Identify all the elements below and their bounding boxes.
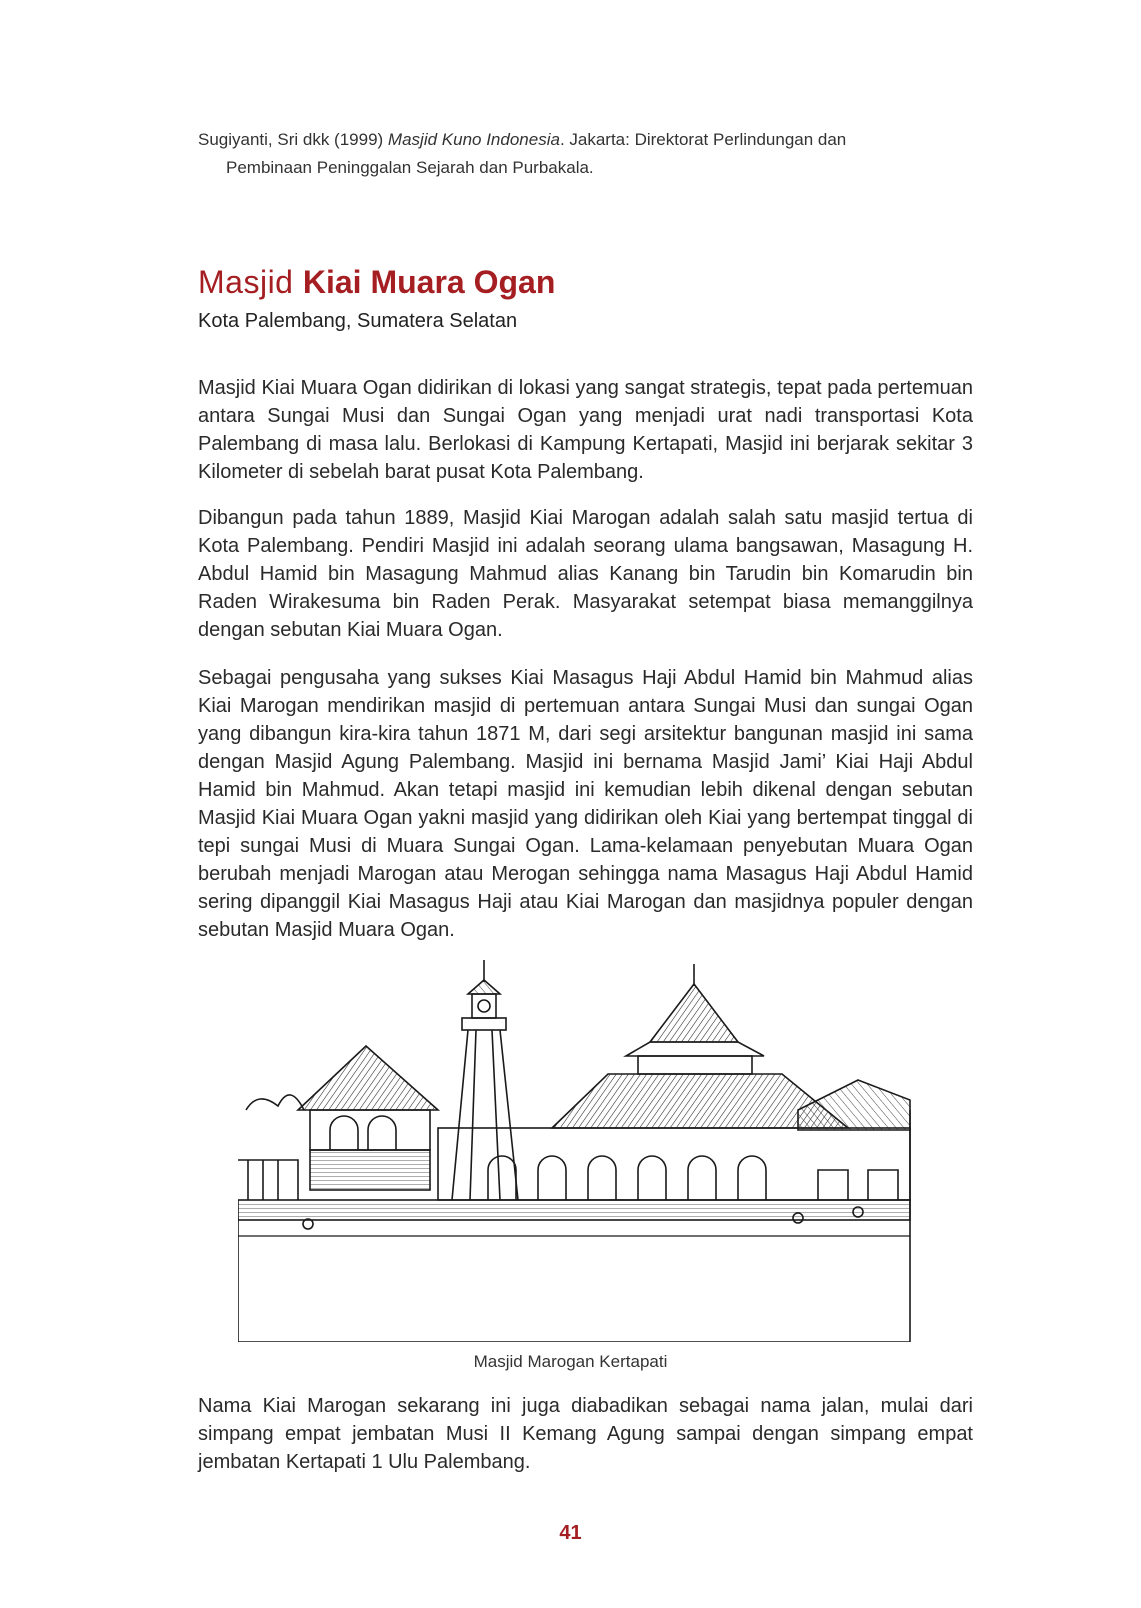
page-number: 41 bbox=[559, 1522, 582, 1544]
reference-book-title: Masjid Kuno Indonesia bbox=[387, 130, 560, 149]
reference-authors: Sugiyanti, Sri dkk (1999) bbox=[198, 130, 388, 149]
mosque-sketch-illustration bbox=[238, 960, 932, 1342]
reference-publisher-line2: Pembinaan Peninggalan Sejarah dan Purbakala. bbox=[226, 158, 594, 177]
paragraph-4: Nama Kiai Marogan sekarang ini juga diabadikan sebagai nama jalan, mulai dari simpang empat jembatan Musi II Kemang Agung sampai dengan simpang empat jembatan Kertapati 1 Ulu Palembang. bbox=[198, 1395, 973, 1473]
title-prefix: Masjid bbox=[198, 264, 303, 300]
figure-caption: Masjid Marogan Kertapati bbox=[473, 1352, 668, 1371]
bibliography-reference bbox=[198, 126, 973, 182]
article-location: Kota Palembang, Sumatera Selatan bbox=[198, 310, 518, 332]
paragraph-1: Masjid Kiai Muara Ogan didirikan di lokasi yang sangat strategis, tepat pada pertemuan antara Sungai Musi dan Sungai Ogan yang menjadi urat nadi transportasi Kota Palembang di masa lalu. Berlokasi di Kampung Kertapati, Masjid ini berjarak sekitar 3 Kilometer di sebelah barat pusat Kota Palembang. bbox=[198, 377, 973, 483]
reference-publisher-line1: . Jakarta: Direktorat Perlindungan dan bbox=[559, 130, 847, 149]
paragraph-2: Dibangun pada tahun 1889, Masjid Kiai Marogan adalah salah satu masjid tertua di Kota Palembang. Pendiri Masjid ini adalah seorang ulama bangsawan, Masagung H. Abdul Hamid bin Masagung Mahmud alias Kanang bin Tarudin bin Komarudin bin Raden Wirakesuma bin Raden Perak. Masyarakat setempat biasa memanggilnya dengan sebutan Kiai Muara Ogan. bbox=[198, 507, 973, 641]
article-title bbox=[198, 262, 555, 302]
title-name: Kiai Muara Ogan bbox=[302, 264, 556, 300]
paragraph-3: Sebagai pengusaha yang sukses Kiai Masagus Haji Abdul Hamid bin Mahmud alias Kiai Marogan mendirikan masjid di pertemuan antara Sungai Musi dan sungai Ogan yang dibangun kira-kira tahun 1871 M, dari segi arsitektur bangunan masjid ini sama dengan Masjid Agung Palembang. Masjid ini bernama Masjid Jami’ Kiai Haji Abdul Hamid bin Mahmud. Akan tetapi masjid ini kemudian lebih dikenal dengan sebutan Masjid Kiai Muara Ogan yakni masjid yang didirikan oleh Kiai yang bertempat tinggal di tepi sungai Musi di Muara Sungai Ogan. Lama-kelamaan penyebutan Muara Ogan berubah menjadi Marogan atau Merogan sehingga nama Masagus Haji Abdul Hamid sering dipanggil Kiai Masagus Haji atau Kiai Marogan dan masjidnya populer dengan sebutan Masjid Muara Ogan. bbox=[198, 667, 973, 941]
